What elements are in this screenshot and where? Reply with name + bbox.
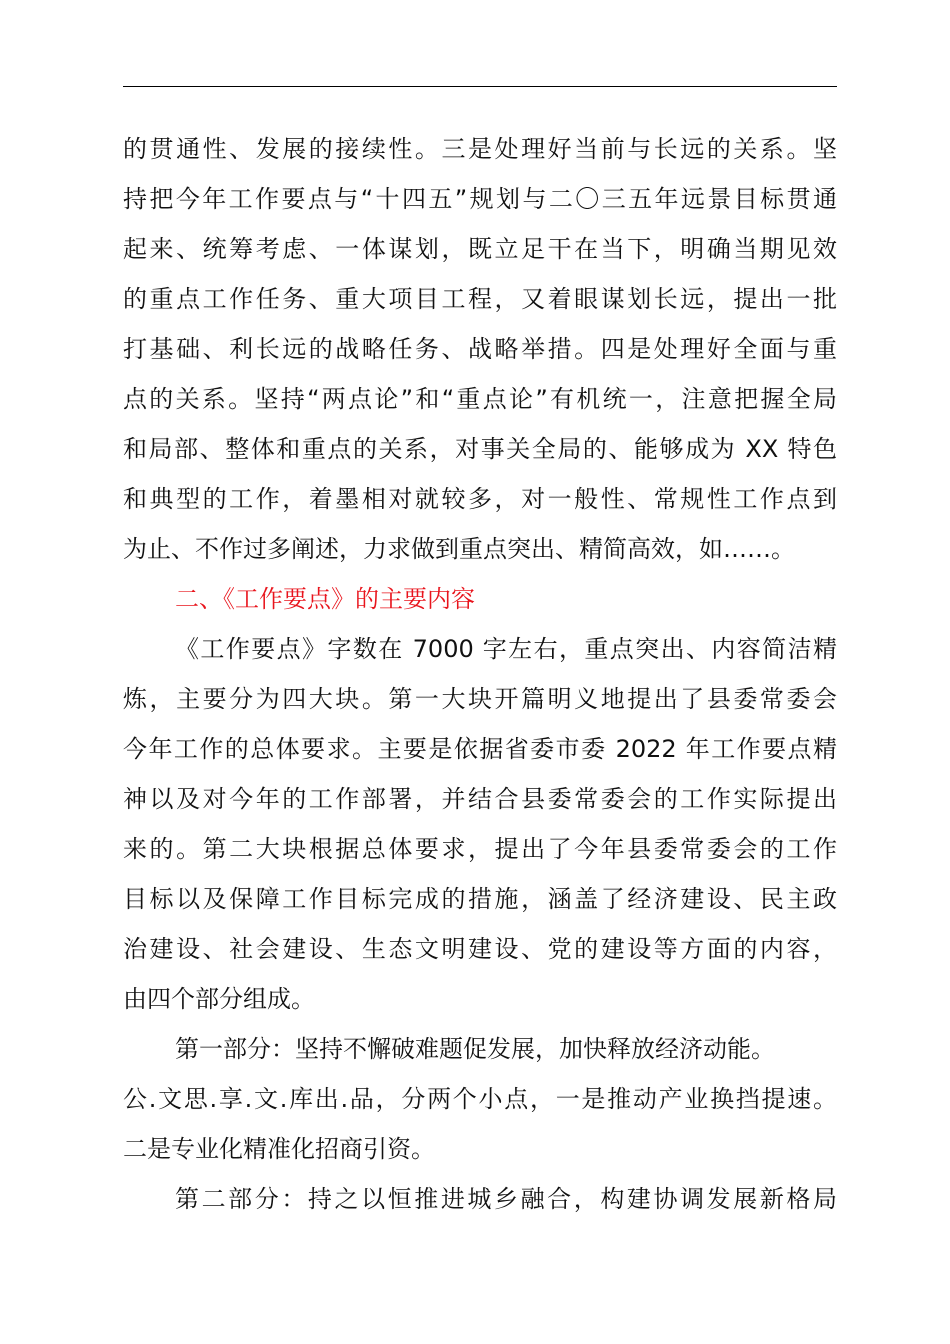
- text-line: 炼，主要分为四大块。第一大块开篇明义地提出了县委常委会: [123, 685, 837, 713]
- text-line: 《工作要点》字数在 7000 字左右，重点突出、内容简洁精: [175, 635, 837, 663]
- text-line: 由四个部分组成。: [123, 985, 315, 1013]
- text-line: 持把今年工作要点与“十四五”规划与二〇三五年远景目标贯通: [123, 185, 837, 213]
- paragraph-part-two: [123, 1174, 837, 1224]
- header-rule: [123, 86, 837, 87]
- text-line: 二是专业化精准化招商引资。: [123, 1135, 435, 1163]
- text-line: 和典型的工作，着墨相对就较多，对一般性、常规性工作点到: [123, 485, 837, 513]
- document-body: [123, 124, 837, 1224]
- text-line: 点的关系。坚持“两点论”和“重点论”有机统一，注意把握全局: [123, 385, 837, 413]
- text-line: 神以及对今年的工作部署，并结合县委常委会的工作实际提出: [123, 785, 837, 813]
- paragraph-main-content: [123, 624, 837, 1024]
- text-line: 来的。第二大块根据总体要求，提出了今年县委常委会的工作: [123, 835, 837, 863]
- paragraph-continuation: [123, 124, 837, 574]
- text-line: 今年工作的总体要求。主要是依据省委市委 2022 年工作要点精: [123, 735, 837, 763]
- text-line: 和局部、整体和重点的关系，对事关全局的、能够成为 XX 特色: [123, 435, 837, 463]
- text-line: 治建设、社会建设、生态文明建设、党的建设等方面的内容，: [123, 935, 837, 963]
- text-line: 为止、不作过多阐述，力求做到重点突出、精简高效，如……。: [123, 535, 795, 563]
- text-line: 起来、统筹考虑、一体谋划，既立足干在当下，明确当期见效: [123, 235, 837, 263]
- text-line: 目标以及保障工作目标完成的措施，涵盖了经济建设、民主政: [123, 885, 837, 913]
- section-heading: 二、《工作要点》的主要内容: [175, 585, 475, 613]
- paragraph-part-one: [123, 1024, 837, 1174]
- text-line: 公.文思.享.文.库出.品，分两个小点，一是推动产业换挡提速。: [123, 1085, 837, 1113]
- text-line: 的重点工作任务、重大项目工程，又着眼谋划长远，提出一批: [123, 285, 837, 313]
- text-line: 第二部分：持之以恒推进城乡融合，构建协调发展新格局: [175, 1185, 837, 1213]
- text-line: 第一部分：坚持不懈破难题促发展，加快释放经济动能。: [175, 1035, 775, 1063]
- text-line: 的贯通性、发展的接续性。三是处理好当前与长远的关系。坚: [123, 135, 837, 163]
- text-line: 打基础、利长远的战略任务、战略举措。四是处理好全面与重: [123, 335, 837, 363]
